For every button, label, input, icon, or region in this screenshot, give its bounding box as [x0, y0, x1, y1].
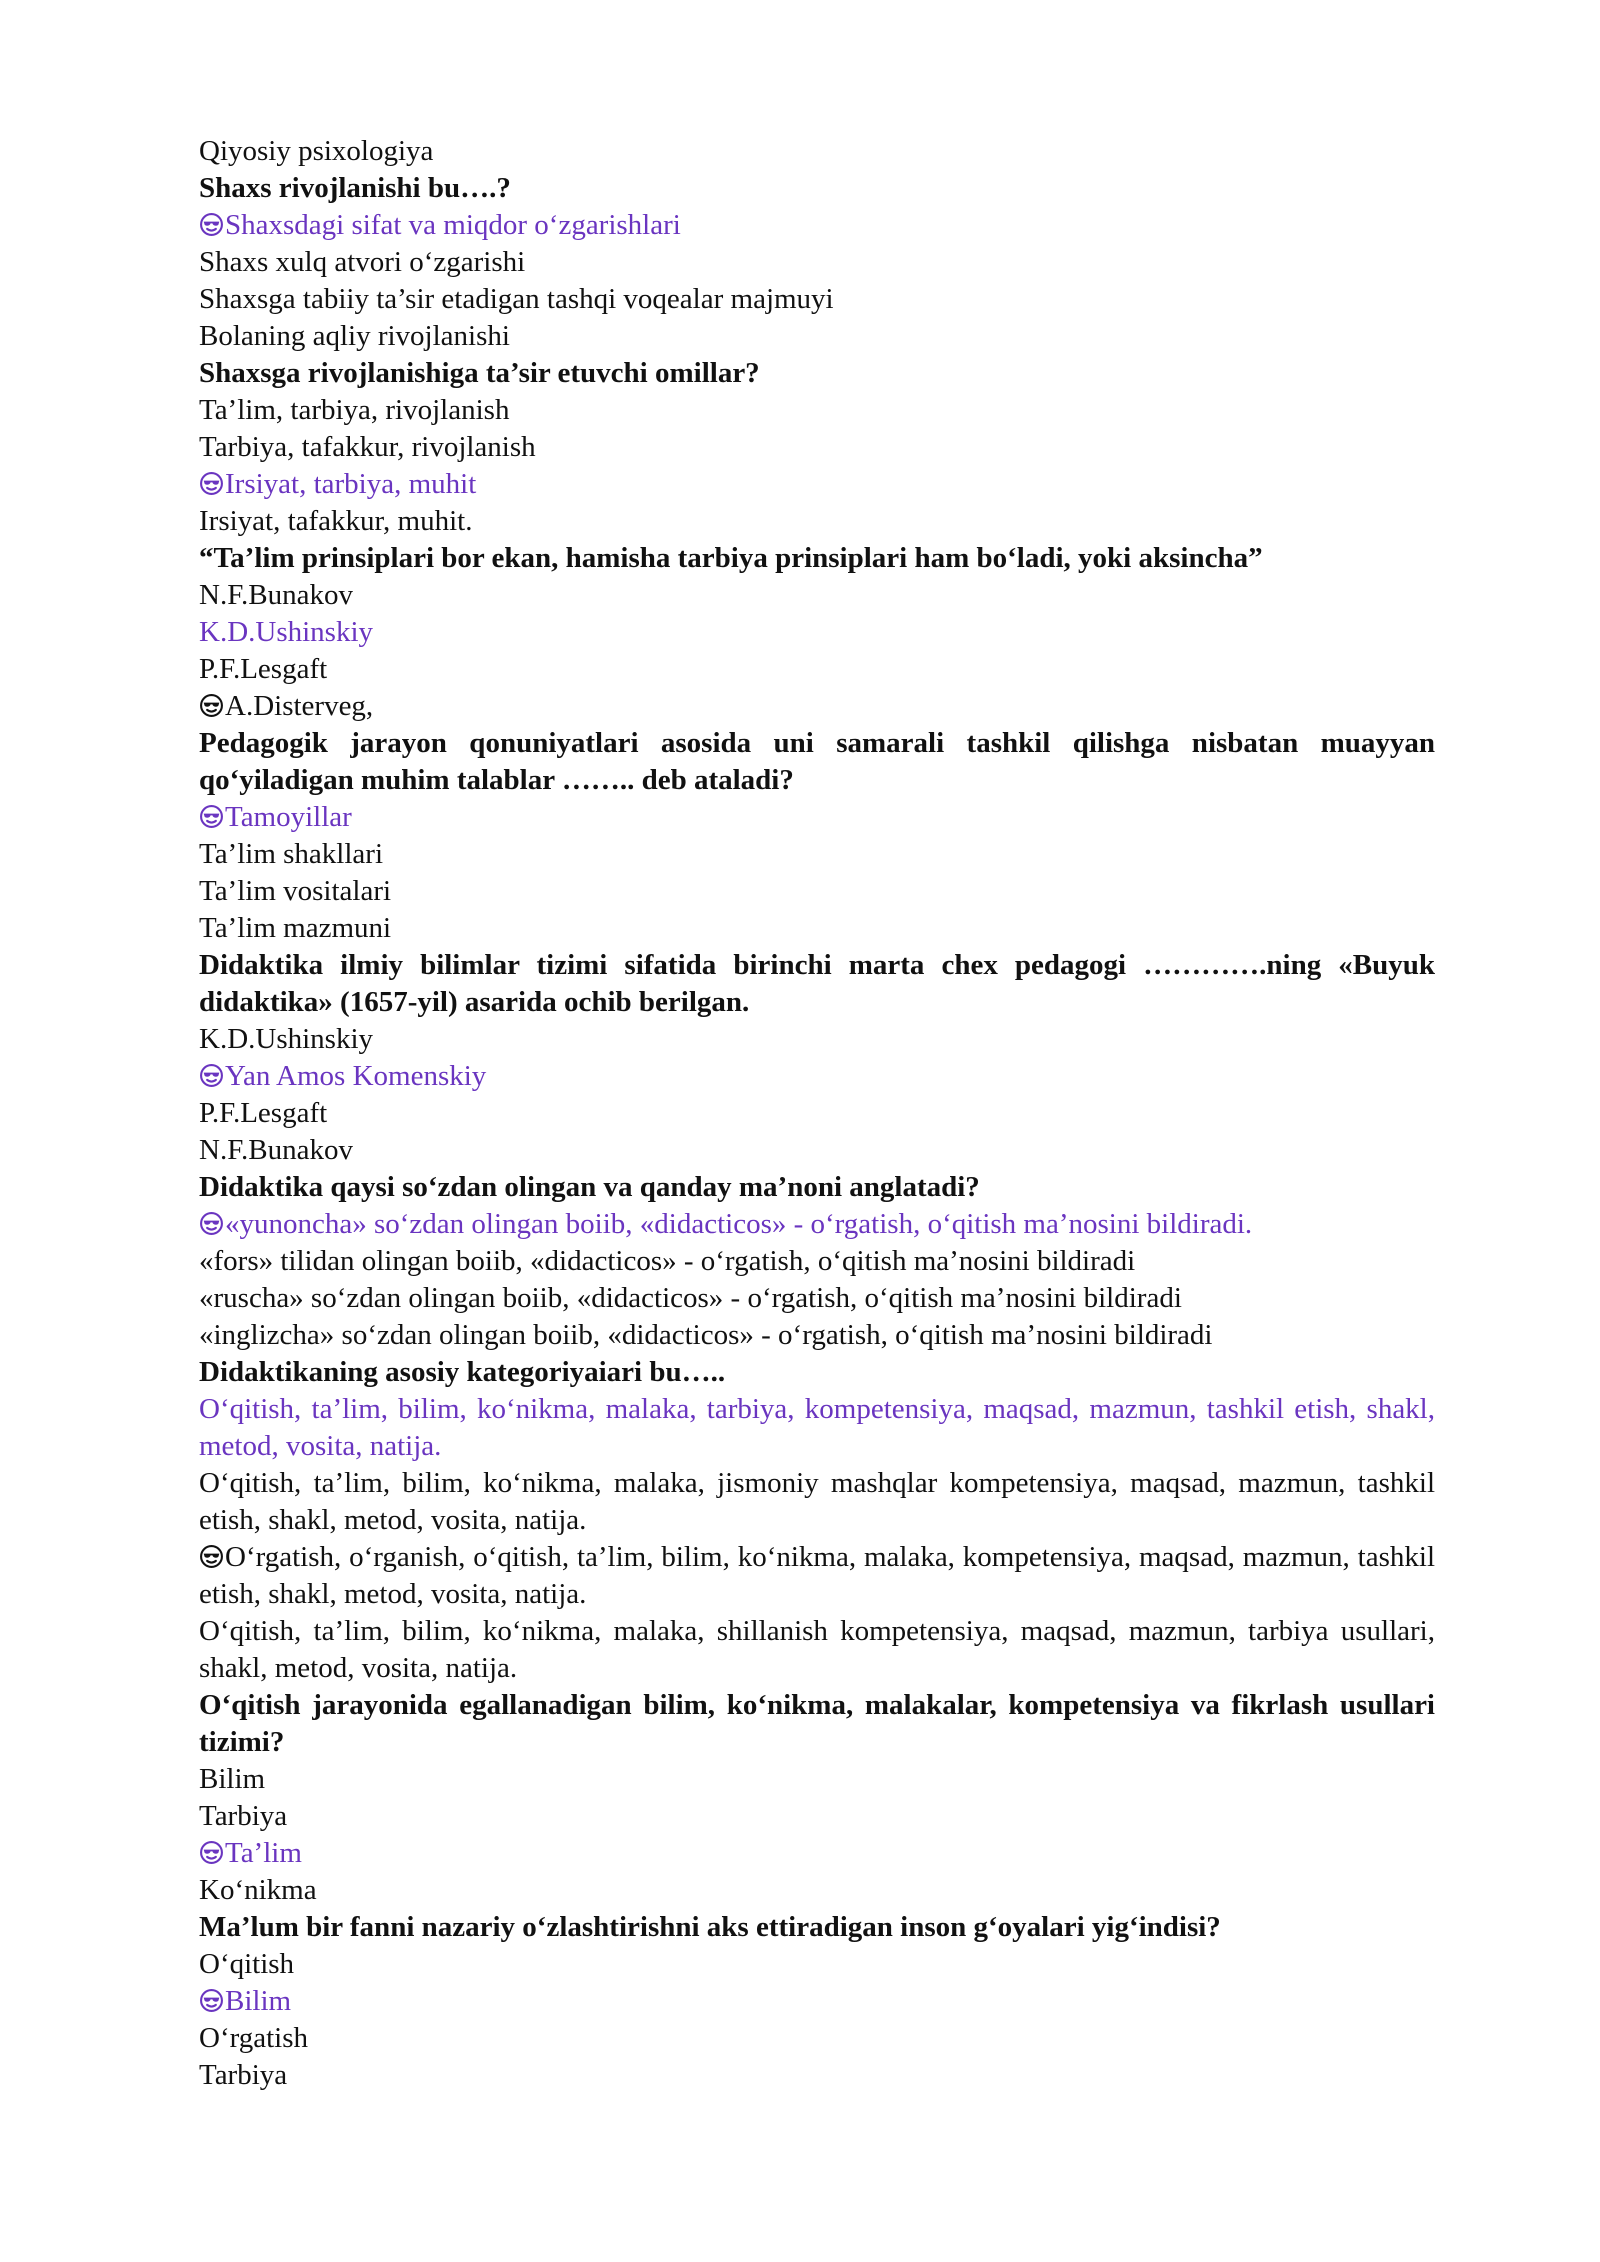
line-text: Pedagogik jarayon qonuniyatlari asosida uni samarali tashkil qilishga nisbatan muayyan qo‘yiladigan muhim talablar …….. deb ataladi?: [199, 727, 1435, 796]
answer-option: [199, 503, 1435, 540]
smiling-face-with-sunglasses-icon: [199, 1058, 224, 1095]
smiling-face-with-sunglasses-icon: [199, 1539, 224, 1576]
line-text: N.F.Bunakov: [199, 579, 353, 611]
line-text: Bilim: [199, 1763, 266, 1795]
line-text: Qiyosiy psixologiya: [199, 135, 434, 167]
line-text: «ruscha» so‘zdan olingan boiib, «didacticos» - o‘rgatish, o‘qitish ma’nosini bildiradi: [199, 1282, 1182, 1314]
line-text: O‘qitish: [199, 1948, 295, 1980]
line-text: Didaktika qaysi so‘zdan olingan va qanday ma’noni anglatadi?: [199, 1171, 980, 1203]
line-text: P.F.Lesgaft: [199, 653, 328, 685]
answer-option: [199, 1983, 1435, 2020]
answer-option: [199, 1095, 1435, 1132]
line-text: Shaxsga tabiiy ta’sir etadigan tashqi voqealar majmuyi: [199, 283, 834, 315]
answer-option: [199, 1317, 1435, 1354]
line-text: Tarbiya: [199, 2059, 288, 2091]
question-line: [199, 1687, 1435, 1761]
line-text: Bilim: [225, 1985, 292, 2017]
line-text: O‘qitish, ta’lim, bilim, ko‘nikma, malaka, jismoniy mashqlar kompetensiya, maqsad, mazmun, tashkil etish, shakl, metod, vosita, natija.: [199, 1467, 1435, 1536]
answer-option: [199, 1243, 1435, 1280]
answer-option: [199, 1058, 1435, 1095]
line-text: Didaktikaning asosiy kategoriyaiari bu…..: [199, 1356, 726, 1388]
line-text: Bolaning aqliy rivojlanishi: [199, 320, 510, 352]
answer-option: [199, 1613, 1435, 1687]
answer-option: [199, 799, 1435, 836]
line-text: O‘qitish jarayonida egallanadigan bilim, ko‘nikma, malakalar, kompetensiya va fikrlash usullari tizimi?: [199, 1689, 1435, 1758]
line-text: O‘rgatish, o‘rganish, o‘qitish, ta’lim, bilim, ko‘nikma, malaka, kompetensiya, maqsad, mazmun, tashkil etish, shakl, metod, vosita, natija.: [199, 1541, 1435, 1610]
line-text: N.F.Bunakov: [199, 1134, 353, 1166]
answer-option: [199, 1021, 1435, 1058]
line-text: Ta’lim vositalari: [199, 875, 392, 907]
smiling-face-with-sunglasses-icon: [199, 466, 224, 503]
line-text: Ta’lim mazmuni: [199, 912, 392, 944]
answer-option: [199, 1391, 1435, 1465]
line-text: Yan Amos Komenskiy: [225, 1060, 487, 1092]
question-line: [199, 1169, 1435, 1206]
line-text: Tarbiya, tafakkur, rivojlanish: [199, 431, 536, 463]
smiling-face-with-sunglasses-icon: [199, 1983, 224, 2020]
answer-option: [199, 1835, 1435, 1872]
answer-option: [199, 836, 1435, 873]
answer-option: [199, 1465, 1435, 1539]
answer-option: [199, 2020, 1435, 2057]
line-text: «yunoncha» so‘zdan olingan boiib, «didacticos» - o‘rgatish, o‘qitish ma’nosini bildiradi.: [225, 1208, 1253, 1240]
question-line: [199, 170, 1435, 207]
answer-option: [199, 614, 1435, 651]
answer-option: [199, 577, 1435, 614]
line-text: O‘qitish, ta’lim, bilim, ko‘nikma, malaka, tarbiya, kompetensiya, maqsad, mazmun, tashkil etish, shakl, metod, vosita, natija.: [199, 1393, 1435, 1462]
line-text: “Ta’lim prinsiplari bor ekan, hamisha tarbiya prinsiplari ham bo‘ladi, yoki aksincha”: [199, 542, 1263, 574]
line-text: K.D.Ushinskiy: [199, 616, 374, 648]
line-text: Ko‘nikma: [199, 1874, 317, 1906]
question-line: [199, 355, 1435, 392]
line-text: Shaxs rivojlanishi bu….?: [199, 172, 511, 204]
line-text: A.Disterveg,: [225, 690, 374, 722]
line-text: «inglizcha» so‘zdan olingan boiib, «didacticos» - o‘rgatish, o‘qitish ma’nosini bildiradi: [199, 1319, 1213, 1351]
answer-option: [199, 910, 1435, 947]
line-text: Tarbiya: [199, 1800, 288, 1832]
line-text: O‘rgatish: [199, 2022, 309, 2054]
line-text: «fors» tilidan olingan boiib, «didacticos» - o‘rgatish, o‘qitish ma’nosini bildiradi: [199, 1245, 1136, 1277]
answer-option: [199, 466, 1435, 503]
line-text: O‘qitish, ta’lim, bilim, ko‘nikma, malaka, shillanish kompetensiya, maqsad, mazmun, tarbiya usullari, shakl, metod, vosita, natija.: [199, 1615, 1435, 1684]
answer-option: [199, 207, 1435, 244]
answer-option: [199, 318, 1435, 355]
answer-option: [199, 1872, 1435, 1909]
line-text: Ta’lim shakllari: [199, 838, 383, 870]
line-text: P.F.Lesgaft: [199, 1097, 328, 1129]
smiling-face-with-sunglasses-icon: [199, 1206, 224, 1243]
answer-option: [199, 1761, 1435, 1798]
document-page: [199, 133, 1435, 2094]
line-text: Irsiyat, tarbiya, muhit: [225, 468, 477, 500]
question-line: [199, 1354, 1435, 1391]
answer-option: [199, 688, 1435, 725]
heading-line: [199, 133, 1435, 170]
line-text: Ta’lim: [225, 1837, 302, 1869]
answer-option: [199, 873, 1435, 910]
answer-option: [199, 1206, 1435, 1243]
question-line: [199, 1909, 1435, 1946]
answer-option: [199, 1539, 1435, 1613]
answer-option: [199, 244, 1435, 281]
line-text: Shaxsga rivojlanishiga ta’sir etuvchi omillar?: [199, 357, 760, 389]
question-line: [199, 947, 1435, 1021]
smiling-face-with-sunglasses-icon: [199, 799, 224, 836]
line-text: K.D.Ushinskiy: [199, 1023, 374, 1055]
line-text: Tamoyillar: [225, 801, 352, 833]
line-text: Shaxsdagi sifat va miqdor o‘zgarishlari: [225, 209, 681, 241]
line-text: Ma’lum bir fanni nazariy o‘zlashtirishni aks ettiradigan inson g‘oyalari yig‘indisi?: [199, 1911, 1221, 1943]
line-text: Ta’lim, tarbiya, rivojlanish: [199, 394, 510, 426]
answer-option: [199, 1280, 1435, 1317]
smiling-face-with-sunglasses-icon: [199, 207, 224, 244]
question-line: [199, 725, 1435, 799]
answer-option: [199, 281, 1435, 318]
line-text: Didaktika ilmiy bilimlar tizimi sifatida birinchi marta chex pedagogi ………….ning «Buyuk didaktika» (1657-yil) asarida ochib berilgan.: [199, 949, 1435, 1018]
answer-option: [199, 1132, 1435, 1169]
smiling-face-with-sunglasses-icon: [199, 1835, 224, 1872]
answer-option: [199, 1946, 1435, 1983]
line-text: Irsiyat, tafakkur, muhit.: [199, 505, 473, 537]
smiling-face-with-sunglasses-icon: [199, 688, 224, 725]
answer-option: [199, 392, 1435, 429]
answer-option: [199, 651, 1435, 688]
answer-option: [199, 1798, 1435, 1835]
answer-option: [199, 2057, 1435, 2094]
answer-option: [199, 429, 1435, 466]
line-text: Shaxs xulq atvori o‘zgarishi: [199, 246, 526, 278]
question-line: [199, 540, 1435, 577]
